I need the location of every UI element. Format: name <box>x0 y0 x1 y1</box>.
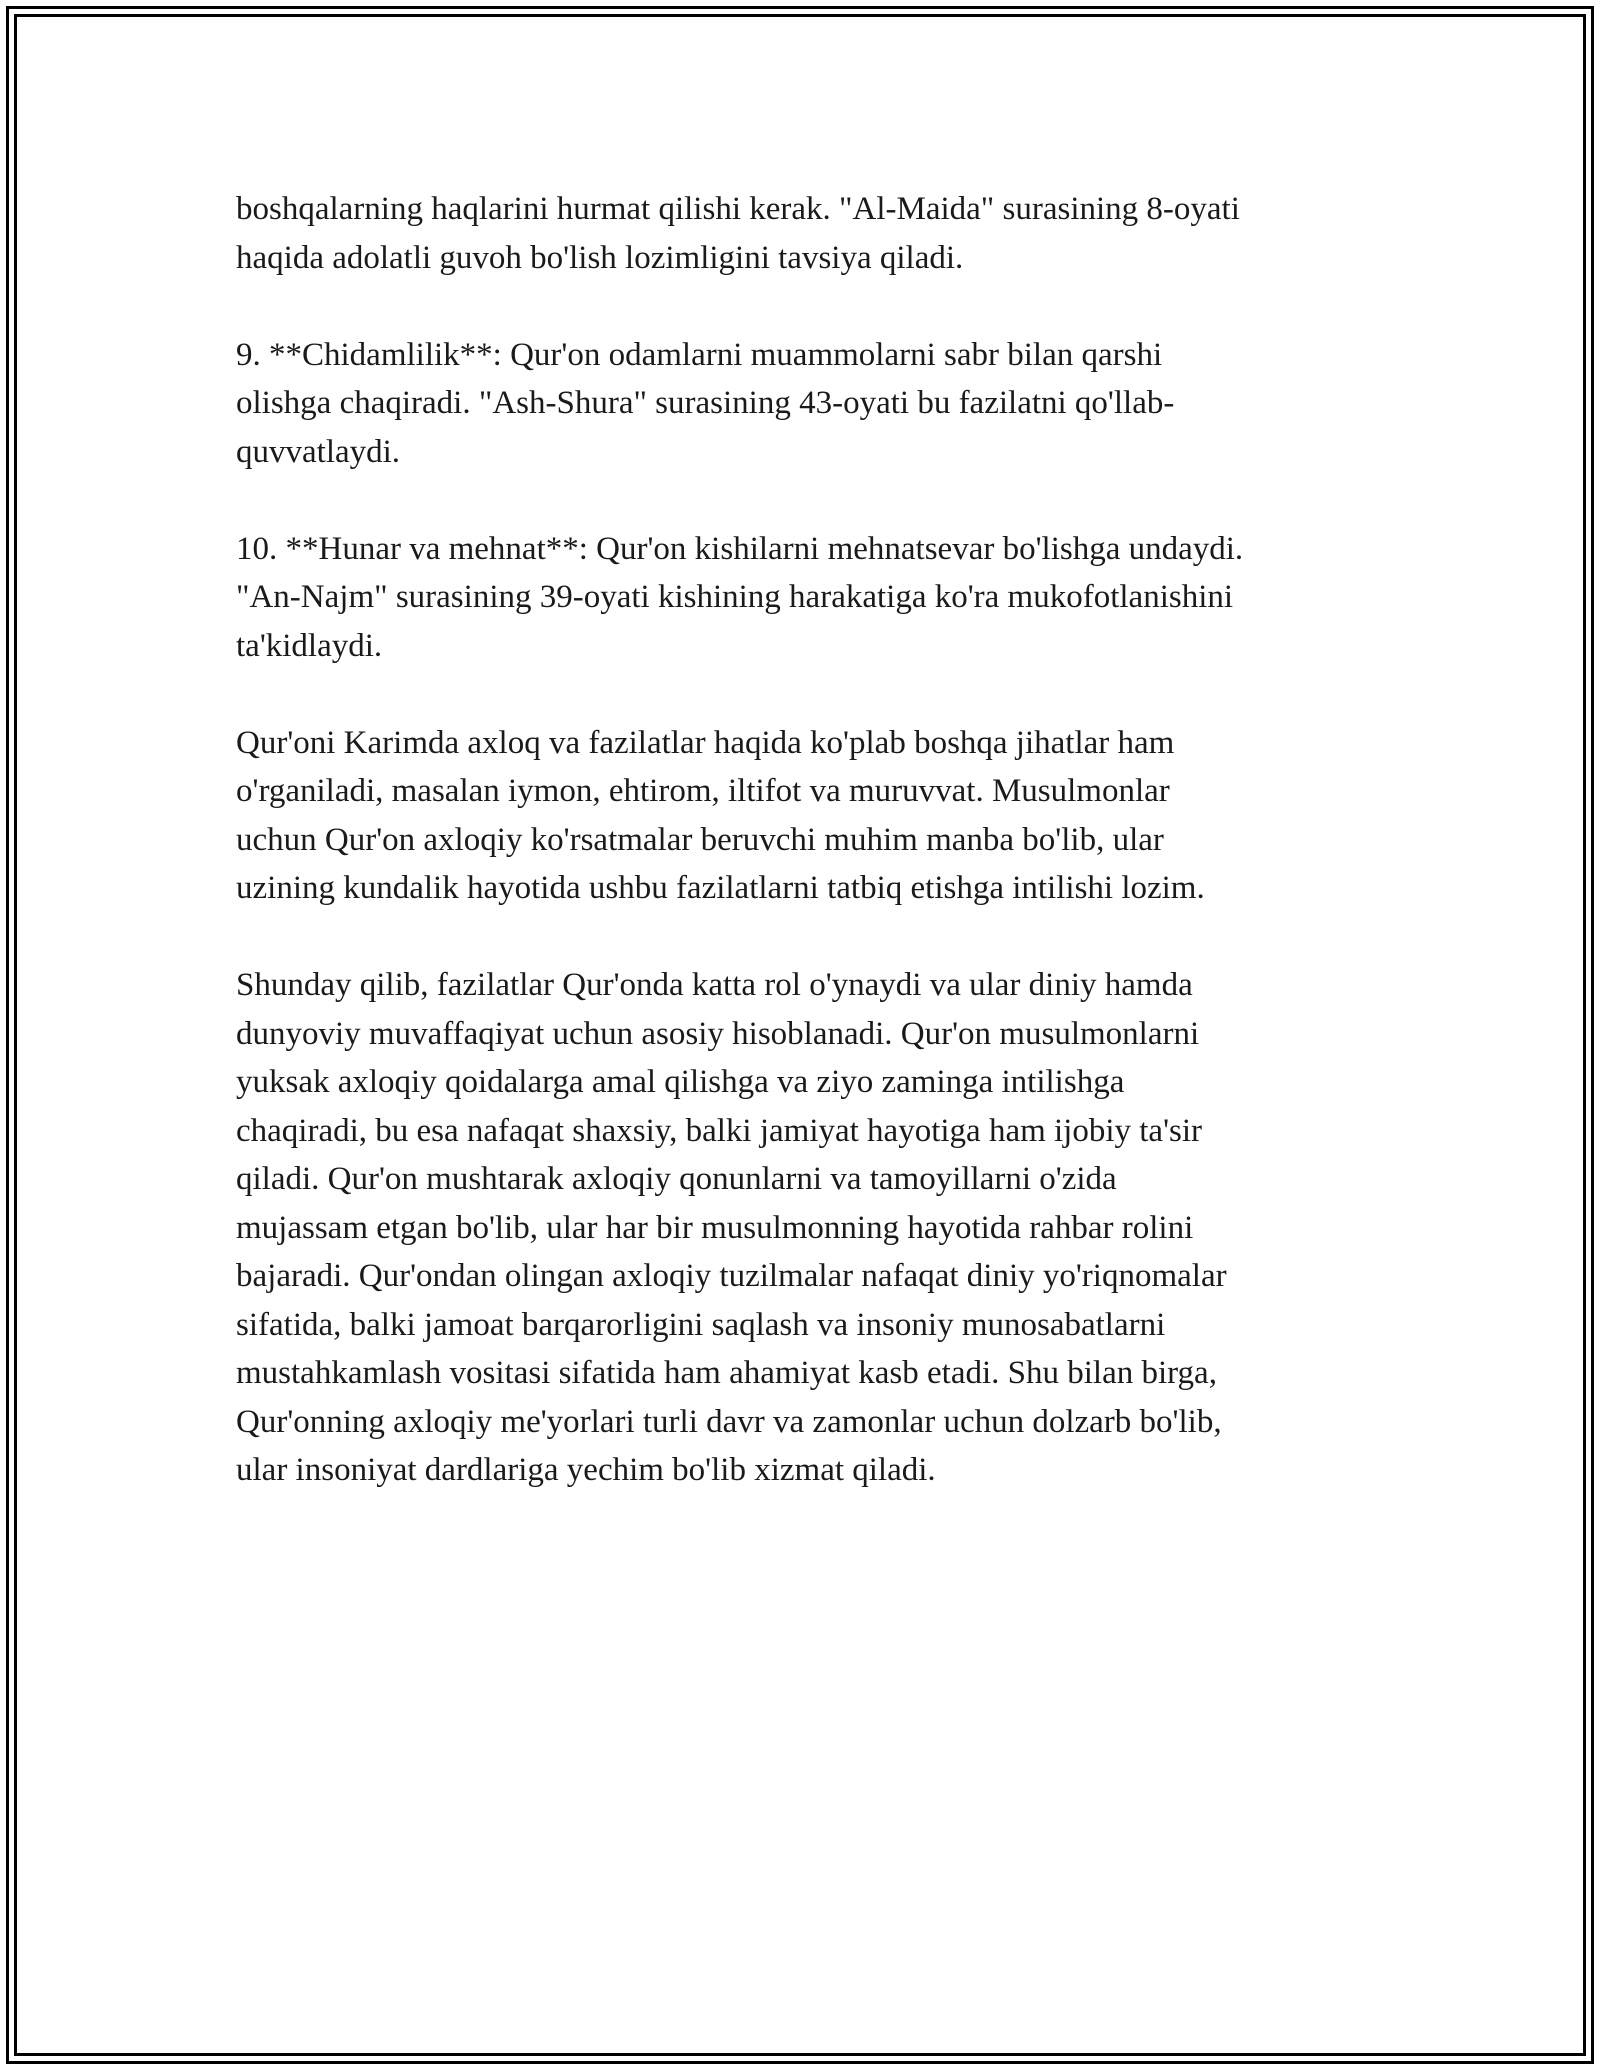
paragraph-continuation: boshqalarning haqlarini hurmat qilishi kerak. "Al-Maida" surasining 8-oyati haqida adolatli guvoh bo'lish lozimligini tavsiya qiladi. <box>236 191 1240 276</box>
paragraph-conclusion: Shunday qilib, fazilatlar Qur'onda katta rol o'ynaydi va ular diniy hamda dunyoviy muvaffaqiyat uchun asosiy hisoblanadi. Qur'on musulmonlarni yuksak axloqiy qoidalarga amal qilishga va ziyo zaminga intilishga chaqiradi, bu esa nafaqat shaxsiy, balki jamiyat hayotiga ham ijobiy ta'sir qiladi. Qur'on mushtarak axloqiy qonunlarni va tamoyillarni o'zida mujassam etgan bo'lib, ular har bir musulmonning hayotida rahbar rolini bajaradi. Qur'ondan olingan axloqiy tuzilmalar nafaqat diniy yo'riqnomalar sifatida, balki jamoat barqarorligini saqlash va insoniy munosabatlarni mustahkamlash vositasi sifatida ham ahamiyat kasb etadi. Shu bilan birga, Qur'onning axloqiy me'yorlari turli davr va zamonlar uchun dolzarb bo'lib, ular insoniyat dardlariga yechim bo'lib xizmat qiladi. <box>236 967 1227 1488</box>
paragraph-item-10: 10. **Hunar va mehnat**: Qur'on kishilarni mehnatsevar bo'lishga undaydi. "An-Najm" surasining 39-oyati kishining harakatiga ko'ra mukofotlanishini ta'kidlaydi. <box>236 530 1244 664</box>
paragraph-summary: Qur'oni Karimda axloq va fazilatlar haqida ko'plab boshqa jihatlar ham o'rganiladi, masalan iymon, ehtirom, iltifot va muruvvat. Musulmonlar uchun Qur'on axloqiy ko'rsatmalar beruvchi muhim manba bo'lib, ular uzining kundalik hayotida ushbu fazilatlarni tatbiq etishga intilishi lozim. <box>236 724 1205 906</box>
document-body <box>236 185 1366 1543</box>
paragraph-item-9: 9. **Chidamlilik**: Qur'on odamlarni muammolarni sabr bilan qarshi olishga chaqiradi. "Ash-Shura" surasining 43-oyati bu fazilatni qo'llab- quvvatlaydi. <box>236 336 1175 470</box>
